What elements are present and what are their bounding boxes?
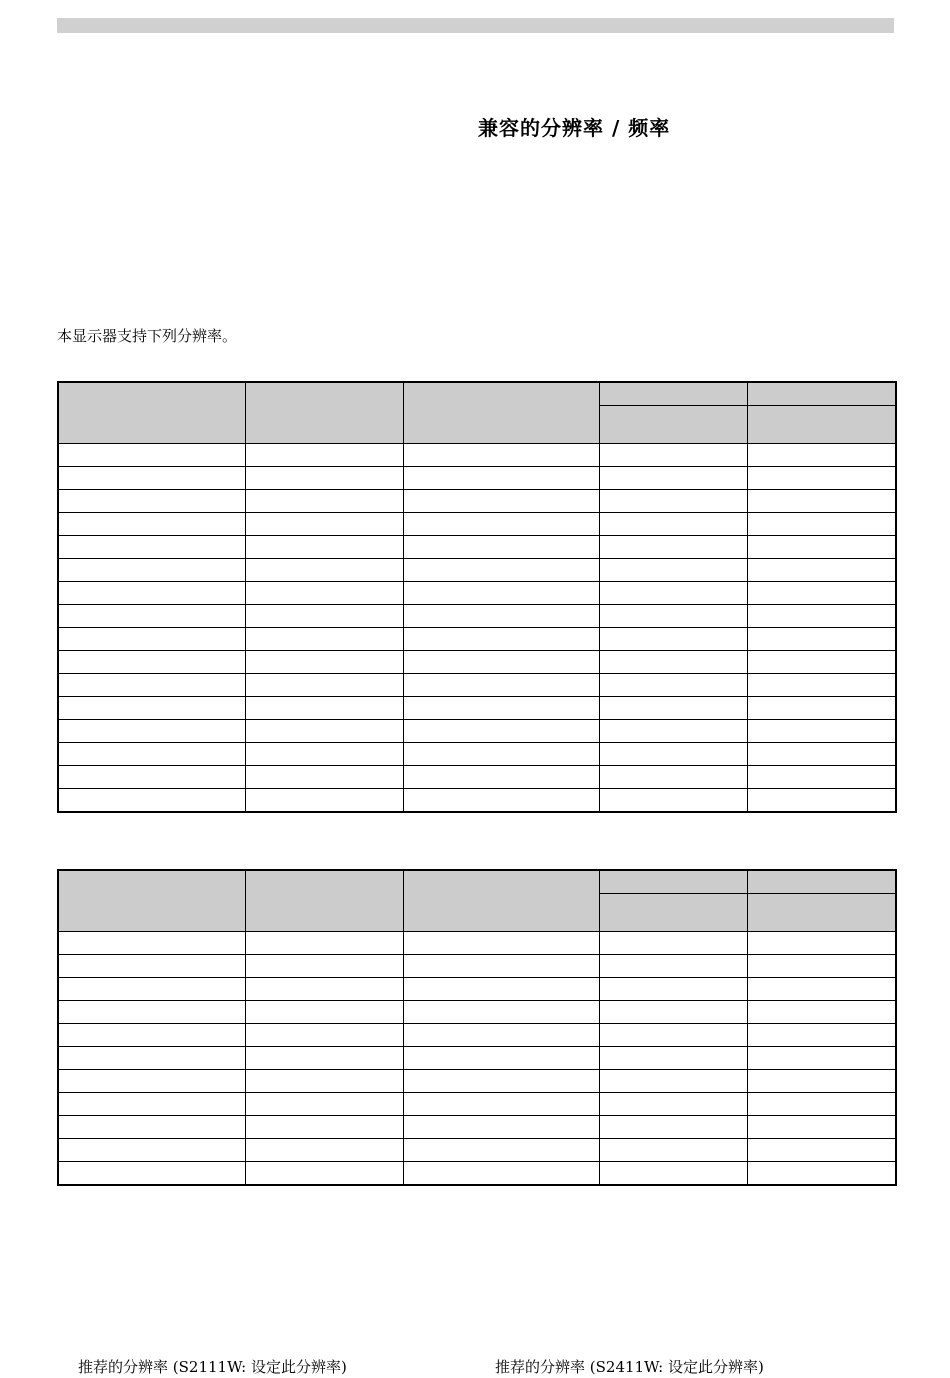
table-cell [403,467,599,490]
table-cell [747,766,896,789]
table-cell [747,605,896,628]
table-cell [747,789,896,813]
table-cell [245,513,403,536]
table-cell [403,1116,599,1139]
table-cell [58,978,245,1001]
table-cell [403,697,599,720]
table-cell [599,628,747,651]
table-cell [245,559,403,582]
recommended-resolution-note-s2411w: 推荐的分辨率 (S2411W: 设定此分辨率) [495,1358,764,1376]
table-row [58,743,896,766]
table-cell [599,605,747,628]
table-cell [58,1162,245,1186]
table-cell [245,743,403,766]
table-cell [58,743,245,766]
table-cell [245,490,403,513]
table-cell [403,1162,599,1186]
table-cell [403,536,599,559]
table-row [58,720,896,743]
table-header-subcell [599,406,747,444]
table-cell [58,1093,245,1116]
table-cell [599,978,747,1001]
table-header-cell [599,382,747,406]
table-row [58,444,896,467]
table-cell [58,513,245,536]
table-cell [403,605,599,628]
top-decorative-bar [57,18,894,33]
table-header-cell [58,382,245,444]
table-cell [747,743,896,766]
table-cell [58,536,245,559]
table-cell [747,978,896,1001]
table-header-subcell [747,406,896,444]
table-cell [599,789,747,813]
table-cell [599,932,747,955]
table-row [58,674,896,697]
table-cell [245,582,403,605]
table-cell [403,1047,599,1070]
table-cell [245,1139,403,1162]
table-row [58,978,896,1001]
table-cell [245,536,403,559]
table-header-row [58,382,896,406]
table-cell [599,559,747,582]
table-row [58,605,896,628]
table-cell [245,1024,403,1047]
table-cell [599,720,747,743]
table-cell [747,1093,896,1116]
table-cell [58,1047,245,1070]
table-row [58,651,896,674]
table-cell [403,789,599,813]
table-cell [599,674,747,697]
table-header-cell [747,870,896,894]
table-cell [747,628,896,651]
table-row [58,1162,896,1186]
table-cell [245,1047,403,1070]
table-cell [58,720,245,743]
table-cell [747,582,896,605]
table-cell [245,1070,403,1093]
table-cell [403,766,599,789]
table-header-subcell [599,894,747,932]
table-cell [245,1093,403,1116]
table-cell [403,559,599,582]
table-cell [245,628,403,651]
page-title: 兼容的分辨率 / 频率 [478,116,671,140]
table-cell [747,720,896,743]
table-cell [599,766,747,789]
table-row [58,628,896,651]
table-row [58,1070,896,1093]
table-cell [58,651,245,674]
table-cell [245,789,403,813]
table-cell [747,513,896,536]
table-row [58,1093,896,1116]
table-cell [599,743,747,766]
table-header-cell [403,382,599,444]
intro-text: 本显示器支持下列分辨率。 [57,327,238,345]
table-cell [245,674,403,697]
table-cell [747,1024,896,1047]
table-cell [747,559,896,582]
table-cell [403,1070,599,1093]
table-header-cell [245,870,403,932]
table-row [58,955,896,978]
table-cell [599,513,747,536]
table-cell [747,1116,896,1139]
table-cell [245,467,403,490]
table-cell [599,1070,747,1093]
table-cell [747,1139,896,1162]
table-cell [599,444,747,467]
table-cell [599,467,747,490]
table-cell [403,490,599,513]
table-cell [403,582,599,605]
table-cell [58,697,245,720]
table-cell [599,651,747,674]
table-cell [747,467,896,490]
table-row [58,697,896,720]
table-cell [58,1070,245,1093]
table-cell [403,444,599,467]
table-cell [58,582,245,605]
recommended-resolution-note-s2111w: 推荐的分辨率 (S2111W: 设定此分辨率) [78,1358,347,1376]
table-cell [403,628,599,651]
table-header-cell [403,870,599,932]
table-cell [403,674,599,697]
table-row [58,766,896,789]
table-row [58,932,896,955]
table-cell [599,1139,747,1162]
table-cell [403,978,599,1001]
table-cell [403,1024,599,1047]
table-cell [58,1116,245,1139]
table-row [58,1116,896,1139]
table-row [58,536,896,559]
table-row [58,490,896,513]
table-header-subcell [747,894,896,932]
table-cell [599,1024,747,1047]
table-cell [58,789,245,813]
table-cell [245,955,403,978]
table-row [58,789,896,813]
table-cell [403,1001,599,1024]
table-cell [58,1024,245,1047]
table-cell [245,697,403,720]
table-row [58,1001,896,1024]
table-row [58,1047,896,1070]
table-row [58,513,896,536]
table-cell [599,697,747,720]
table-cell [403,743,599,766]
table-header-cell [747,382,896,406]
table-cell [58,1001,245,1024]
table-cell [403,1139,599,1162]
table-row [58,1024,896,1047]
table-cell [747,1070,896,1093]
table-cell [599,490,747,513]
table-cell [599,1093,747,1116]
table-cell [747,651,896,674]
table-cell [58,1139,245,1162]
table-cell [403,955,599,978]
table-row [58,559,896,582]
table-cell [58,932,245,955]
table-cell [58,674,245,697]
table-cell [747,536,896,559]
table-cell [245,766,403,789]
table-cell [599,1162,747,1186]
resolution-table-2 [57,869,897,1186]
table-cell [245,651,403,674]
table-cell [747,1001,896,1024]
table-cell [58,628,245,651]
table-cell [747,444,896,467]
table-cell [245,1162,403,1186]
table-cell [747,1047,896,1070]
table-row [58,1139,896,1162]
table-cell [245,720,403,743]
table-cell [599,1047,747,1070]
table-row [58,467,896,490]
table-cell [747,932,896,955]
table-cell [747,1162,896,1186]
table-cell [245,1116,403,1139]
table-header-cell [245,382,403,444]
table-cell [58,467,245,490]
table-cell [58,444,245,467]
table-row [58,582,896,605]
table-cell [245,932,403,955]
table-cell [747,955,896,978]
table-cell [599,536,747,559]
table-cell [58,559,245,582]
table-cell [58,605,245,628]
table-cell [58,766,245,789]
table-header-cell [599,870,747,894]
table-header-cell [58,870,245,932]
table-cell [599,1116,747,1139]
table-cell [403,720,599,743]
table-cell [403,651,599,674]
resolution-table-1 [57,381,897,813]
table-cell [245,978,403,1001]
table-cell [403,513,599,536]
table-cell [403,932,599,955]
table-cell [245,444,403,467]
table-cell [403,1093,599,1116]
table-cell [58,490,245,513]
table-cell [245,1001,403,1024]
table-cell [599,582,747,605]
table-cell [599,955,747,978]
table-cell [245,605,403,628]
table-cell [599,1001,747,1024]
table-cell [747,674,896,697]
table-header-row [58,870,896,894]
table-cell [747,697,896,720]
table-cell [747,490,896,513]
table-cell [58,955,245,978]
